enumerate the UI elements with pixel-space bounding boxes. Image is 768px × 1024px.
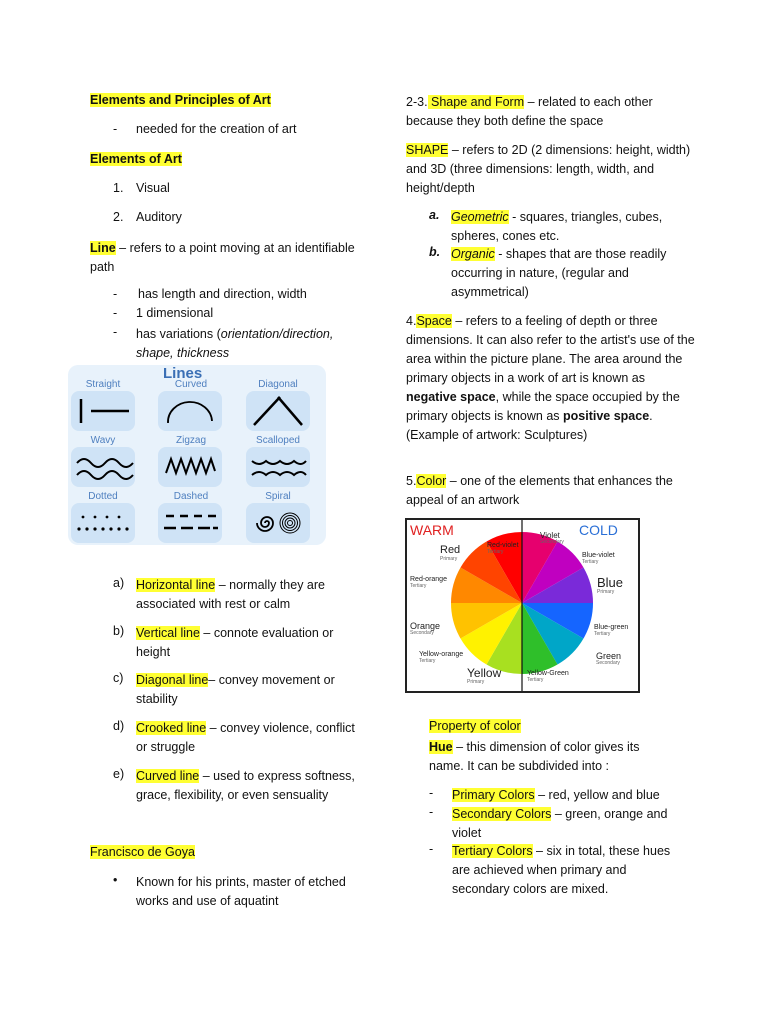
dash: -	[113, 287, 118, 301]
property-heading: Property of color	[429, 719, 521, 733]
tile-dashed	[158, 503, 222, 543]
label-curved: Curved	[174, 379, 208, 390]
dash: -	[429, 805, 434, 819]
shape-form-intro: 2-3. Shape and Form – related to each other because they both define the space	[406, 95, 653, 128]
lines-figure	[68, 365, 326, 545]
type-letter: e)	[113, 767, 125, 781]
tile-wavy	[71, 447, 135, 487]
scalloped-line-icon	[246, 447, 310, 487]
spiral-line-icon	[246, 503, 310, 543]
dashed-line-icon	[158, 503, 222, 543]
goya-heading: Francisco de Goya	[90, 845, 195, 859]
line-variations: has variations (orientation/direction, shape, thickness	[136, 327, 334, 360]
label-scalloped: Scalloped	[256, 435, 300, 446]
label-zigzag: Zigzag	[175, 435, 206, 446]
shape-organic: Organic - shapes that are those readily occurring in nature, (regular and asymmetrical)	[451, 247, 667, 299]
wavy-line-icon	[71, 447, 135, 487]
type-vertical: Vertical line – connote evaluation or height	[136, 626, 334, 659]
tile-dotted	[71, 503, 135, 543]
shape-definition: SHAPE – refers to 2D (2 dimensions: height, width) and 3D (three dimensions: length, width, and height/depth	[406, 143, 691, 195]
wheel-label-blue: Blue Primary	[597, 575, 624, 595]
goya-bullet: Known for his prints, master of etched works and use of aquatint	[136, 875, 346, 908]
tile-spiral	[246, 503, 310, 543]
label-spiral: Spiral	[265, 491, 291, 502]
wheel-label-green: Green Secondary	[596, 651, 622, 666]
dash: -	[113, 306, 118, 320]
dash: -	[429, 786, 434, 800]
label-diagonal: Diagonal	[258, 379, 298, 390]
type-letter: b)	[113, 624, 125, 638]
wheel-label-yellow-orange: Yellow-orange Tertiary	[419, 651, 464, 664]
zigzag-line-icon	[158, 447, 222, 487]
label-dashed: Dashed	[173, 491, 209, 502]
shape-letter: a.	[429, 208, 440, 222]
color-wheel-figure	[405, 518, 640, 693]
wheel-label-blue-green: Blue-green Tertiary	[594, 624, 629, 637]
straight-line-icon	[71, 391, 135, 431]
tile-scalloped	[246, 447, 310, 487]
list-num: 1.	[113, 181, 124, 195]
type-curved: Curved line – used to express softness, grace, flexibility, or even sensuality	[136, 769, 355, 802]
wheel-label-blue-violet: Blue-violet Tertiary	[582, 552, 615, 565]
type-horizontal: Horizontal line – normally they are associated with rest or calm	[136, 578, 325, 611]
line-bullet: has length and direction, width	[138, 287, 307, 301]
wheel-label-orange: Orange Secondary	[410, 621, 441, 636]
label-wavy: Wavy	[90, 435, 116, 446]
hue-secondary: Secondary Colors – green, orange and violet	[452, 807, 668, 840]
wheel-label-red-orange: Red-orange Tertiary	[410, 576, 447, 589]
list-item-visual: Visual	[136, 181, 170, 195]
diagonal-line-icon	[246, 391, 310, 431]
space-definition: 4.Space – refers to a feeling of depth or three dimensions. It can also refer to the artist's use of the area within the picture plane. The area around the primary objects in a work of art is known as negative space, while the space occupied by the primary objects is known as positive space. (Example of artwork: Sculptures)	[406, 314, 695, 442]
tile-diagonal	[246, 391, 310, 431]
type-letter: d)	[113, 719, 125, 733]
hue-primary: Primary Colors – red, yellow and blue	[452, 788, 660, 802]
tile-zigzag	[158, 447, 222, 487]
type-letter: c)	[113, 671, 124, 685]
wheel-label-red-violet: Red-violet Tertiary	[487, 542, 519, 555]
color-definition: 5.Color – one of the elements that enhances the appeal of an artwork	[406, 474, 673, 507]
shape-letter: b.	[429, 245, 441, 259]
list-num: 2.	[113, 210, 124, 224]
curved-line-icon	[158, 391, 222, 431]
heading-elements-of-art: Elements of Art	[90, 152, 182, 166]
type-diagonal: Diagonal line– convey movement or stability	[136, 673, 335, 706]
wheel-label-red: Red Primary	[440, 544, 461, 562]
label-straight: Straight	[85, 379, 121, 390]
dash: -	[113, 325, 118, 339]
shape-geometric: Geometric - squares, triangles, cubes, spheres, cones etc.	[451, 210, 663, 243]
line-bullet: 1 dimensional	[136, 306, 214, 320]
dash: -	[113, 122, 118, 136]
warm-label: WARM	[410, 522, 454, 538]
tile-straight	[71, 391, 135, 431]
cold-label: COLD	[579, 522, 618, 538]
lines-figure-title: Lines	[163, 365, 203, 382]
label-dotted: Dotted	[88, 491, 118, 502]
line-definition: Line – refers to a point moving at an identifiable path	[90, 241, 355, 274]
wheel-label-violet: Violet Secondary	[540, 531, 564, 545]
hue-tertiary: Tertiary Colors – six in total, these hues are achieved when primary and secondary colors are mixed.	[452, 844, 671, 896]
bullet: •	[113, 873, 118, 887]
type-crooked: Crooked line – convey violence, conflict or struggle	[136, 721, 355, 754]
wheel-label-yellow-green: Yellow-Green Tertiary	[527, 670, 569, 683]
needed-text: needed for the creation of art	[136, 122, 297, 136]
hue-definition: Hue – this dimension of color gives its name. It can be subdivided into :	[429, 740, 640, 773]
dotted-line-icon	[71, 503, 135, 543]
heading-elements-principles: Elements and Principles of Art	[90, 93, 271, 107]
dash: -	[429, 842, 434, 856]
wheel-label-yellow: Yellow Primary	[467, 666, 502, 685]
list-item-auditory: Auditory	[136, 210, 182, 224]
tile-curved	[158, 391, 222, 431]
type-letter: a)	[113, 576, 125, 590]
